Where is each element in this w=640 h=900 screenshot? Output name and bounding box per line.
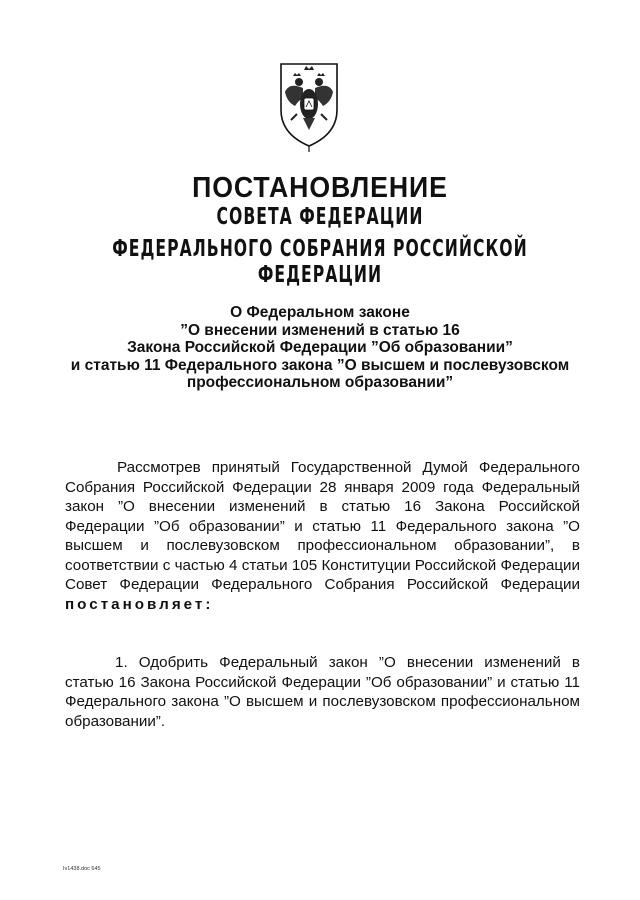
decree-word: постановляет: [65,595,214,613]
intro-text: Рассмотрев принятый Государственной Думой Федерального Собрания Российской Федерации 28 января 2009 года Федеральный закон ”О внесении изменений в статью 16 Закона Российской Федерации ”Об образовании” и статью 11 Федерального закона ”О высшем и послевузовском профессиональном образовании”, в соответствии с частью 4 статьи 105 Конституции Российской Федерации Совет Федерации Федерального Собрания Российской Федерации [65,459,580,593]
state-emblem-icon [275,58,343,154]
subject-block [40,304,600,392]
subject-line: и статью 11 Федерального закона ”О высшем и послевузовском [70,356,570,374]
subject-line: О Федеральном законе [230,304,410,321]
subject-line: профессиональном образовании” [186,374,454,391]
item-1-paragraph: 1. Одобрить Федеральный закон ”О внесении изменений в статью 16 Закона Российской Федерации ”Об образовании” и статью 11 Федерального закона ”О высшем и послевузовском профессиональном образовании”. [65,654,580,730]
document-title: ПОСТАНОВЛЕНИЕ [192,172,448,204]
intro-paragraph [65,458,580,614]
subject-line: ”О внесении изменений в статью 16 [180,321,460,339]
issuer-line-1: СОВЕТА ФЕДЕРАЦИИ [216,204,424,230]
subject-line: Закона Российской Федерации ”Об образовании” [127,339,513,356]
document-code: Iv1438.doc 645 [63,866,101,872]
issuer-line-2: ФЕДЕРАЛЬНОГО СОБРАНИЯ РОССИЙСКОЙ ФЕДЕРАЦИИ [112,236,528,288]
